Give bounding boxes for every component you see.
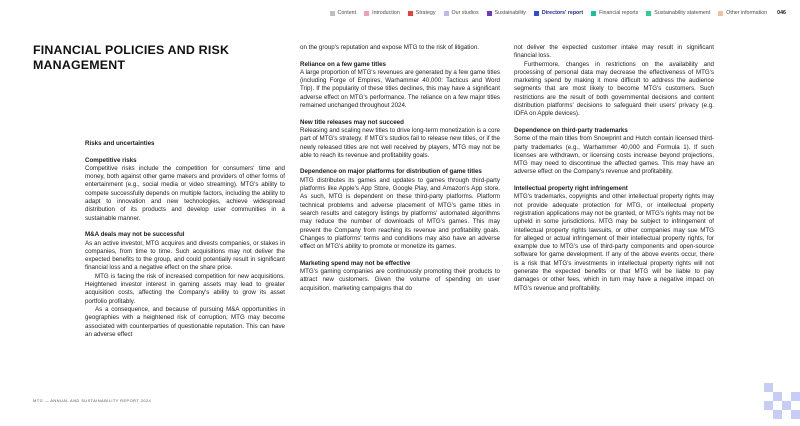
- deco-square: [791, 410, 800, 419]
- section-heading-risks: Risks and uncertainties: [85, 140, 155, 147]
- page-number: 046: [777, 10, 786, 16]
- nav-label: Content: [337, 10, 357, 16]
- nav-swatch-directors-report: [534, 11, 539, 16]
- nav-item-sustainability-statement[interactable]: [646, 10, 710, 16]
- nav-item-directors-report[interactable]: [534, 10, 583, 16]
- paragraph: MTG's trademarks, copyrights and other intellectual property rights may not provide adequate protection for MTG, or intellectual property registration applications may not be granted, or MTG's rights may not be upheld in some jurisdictions. MTG may be subject to infringement of intellectual property rights lawsuits, or other companies may sue MTG for alleged or actual infringement of their intellectual property rights, for example due to MTG's use of third-party components and open-source software for game development. If any of the above events occur, there is a risk that MTG's investments in intellectual property rights will not generate the expected benefits or that MTG will be liable to pay damages or other fees, which in turn may have a negative impact on MTG's revenue and profitability.: [514, 193, 714, 292]
- nav-label: Introduction: [372, 10, 400, 16]
- nav-swatch-other-information: [718, 11, 723, 16]
- nav-item-financial-reports[interactable]: [591, 10, 638, 16]
- nav-swatch-financial-reports: [591, 11, 596, 16]
- nav-label: Sustainability statement: [654, 10, 711, 16]
- page-title: FINANCIAL POLICIES AND RISK MANAGEMENT: [33, 43, 230, 72]
- deco-square: [773, 410, 782, 419]
- paragraph: Furthermore, changes in restrictions on the availability and processing of personal data may decrease the effectiveness of MTG's marketing spend by making it more difficult to address the audience segments that are most likely to become MTG's customers. Such restrictions are the result of both governmental decisions and content distribution platforms' decisions to safeguard their users' privacy (e.g. IDFA on Apple devices).: [514, 60, 714, 118]
- nav-swatch-strategy: [408, 11, 413, 16]
- subheading-platforms: Dependence on major platforms for distribution of game titles: [300, 168, 482, 176]
- nav-item-other-information[interactable]: [718, 10, 767, 16]
- deco-square: [764, 383, 773, 392]
- nav-label: Directors' report: [541, 10, 584, 16]
- nav-label: Strategy: [415, 10, 436, 16]
- paragraph: MTG's gaming companies are continuously promoting their products to attract new customers. Given the volume of spending on user acquisition, marketing campaigns that do: [300, 268, 500, 292]
- paragraph: Releasing and scaling new titles to drive long-term monetization is a core part of MTG's strategy. If MTG's studios fail to release new titles, or if the newly released titles are not well received by players, MTG may not be able to reach its revenue and profitability goals.: [300, 126, 500, 159]
- nav-swatch-sustainability: [487, 11, 492, 16]
- subheading-reliance: Reliance on a few game titles: [300, 60, 386, 68]
- paragraph: A large proportion of MTG's revenues are generated by a few game titles (including Forge of Empires, Warhammer 40,000: Tacticus and Word Trip). If the popularity of these titles declines, this may have a significant adverse effect on MTG's performance. The reliance on a few major titles remained unchanged throughout 2024.: [300, 68, 500, 110]
- nav-label: Other information: [726, 10, 768, 16]
- nav-label: Financial reports: [599, 10, 639, 16]
- column-3: [514, 44, 714, 293]
- column-1: [85, 140, 285, 339]
- nav-item-strategy[interactable]: [408, 10, 436, 16]
- nav-swatch-sustainability-statement: [646, 11, 651, 16]
- paragraph: Competitive risks include the competition for consumers' time and money, both against other game makers and providers of other forms of entertainment (e.g., social media or video streaming). MTG's ability to compete successfully depends on multiple factors, including the ability to adapt to innovation and new technologies, achieve widespread distribution of its products and develop user communities in a sustainable manner.: [85, 164, 285, 222]
- nav-swatch-our-studios: [444, 11, 449, 16]
- subheading-competitive-risks: Competitive risks: [85, 156, 137, 164]
- paragraph: not deliver the expected customer intake may result in significant financial loss.: [514, 44, 714, 60]
- nav-label: Sustainability: [494, 10, 526, 16]
- nav-swatch-content: [330, 11, 335, 16]
- paragraph: As an active investor, MTG acquires and divests companies, or stakes in companies, from time to time. Such acquisitions may not deliver the expected benefits to the group, and could potentially result in significant financial loss and a negative effect on the share price.: [85, 239, 285, 272]
- paragraph: Some of the main titles from Snowprint and Hutch contain licensed third-party trademarks (e.g., Warhammer 40,000 and Formula 1). If such licenses are withdrawn, or licensing costs increase beyond projections, MTG may need to discontinue the affected games. This may have an adverse effect on the Company's revenue and profitability.: [514, 135, 714, 176]
- nav-label: Our studios: [451, 10, 479, 16]
- nav-item-sustainability[interactable]: [487, 10, 526, 16]
- subheading-mna: M&A deals may not be successful: [85, 231, 185, 239]
- footer-report-title: MTG — ANNUAL AND SUSTAINABILITY REPORT 2024: [33, 398, 152, 403]
- deco-square: [764, 401, 773, 410]
- paragraph: MTG is facing the risk of increased competition for new acquisitions. Heightened investor interest in gaming assets may lead to greater acquisition costs, affecting the Company's ability to grow its asset portfolio profitably.: [85, 272, 285, 305]
- subheading-marketing: Marketing spend may not be effective: [300, 259, 411, 267]
- nav-item-introduction[interactable]: [364, 10, 400, 16]
- decorative-squares: [764, 383, 800, 426]
- column-2: [300, 44, 500, 293]
- subheading-new-titles: New title releases may not succeed: [300, 118, 404, 126]
- subheading-ip: Intellectual property right infringement: [514, 185, 628, 193]
- subheading-trademarks: Dependence on third-party trademarks: [514, 126, 628, 134]
- section-nav: [330, 10, 786, 16]
- paragraph: on the group's reputation and expose MTG to the risk of litigation.: [300, 44, 480, 51]
- deco-square: [791, 392, 800, 401]
- paragraph: As a consequence, and because of pursuing M&A opportunities in geographies with a heightened risk of corruption, MTG may become associated with counterparties of questionable reputation. This can have an adverse effect: [85, 305, 285, 338]
- nav-item-our-studios[interactable]: [444, 10, 479, 16]
- deco-square: [773, 392, 782, 401]
- nav-item-content[interactable]: [330, 10, 357, 16]
- deco-square: [782, 401, 791, 410]
- paragraph: MTG distributes its games and updates to games through third-party platforms like Apple's App Store, Google Play, and Amazon's App store. As such, MTG is dependent on these third-party platforms. Platform technical problems and adverse placement of MTG's game titles in search results and category listings by platforms' automated algorithms may reduce the number of downloads of MTG's games. This may prevent the Company from reaching its revenue and profitability goals. Changes to platforms' terms and conditions may also have an adverse effect on MTG's ability to promote or monetize its games.: [300, 176, 500, 251]
- nav-swatch-introduction: [364, 11, 369, 16]
